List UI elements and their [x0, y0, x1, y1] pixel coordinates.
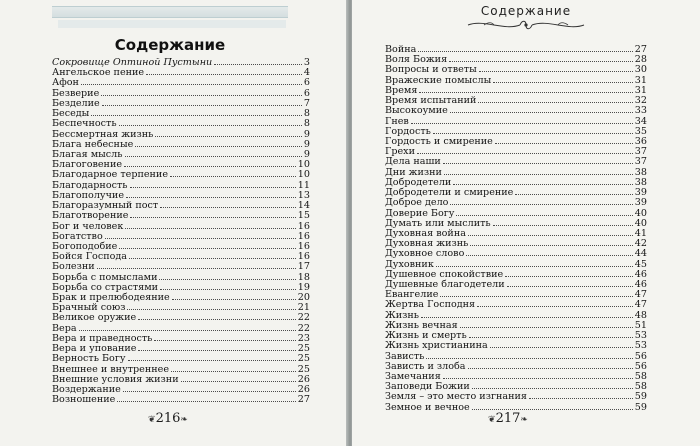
toc-entry-page: 37: [634, 146, 647, 158]
toc-dot-leader: [456, 208, 632, 216]
toc-entry-page: 16: [297, 220, 310, 232]
toc-entry-page: 53: [634, 330, 647, 342]
toc-entry: [385, 146, 647, 156]
left-toc-list: [52, 57, 310, 404]
toc-entry: [385, 269, 647, 279]
toc-entry-title: Добродетели и смирение: [385, 187, 514, 199]
toc-entry-title: Возношение: [52, 394, 116, 406]
toc-entry-title: Сокровище Оптиной Пустыни: [52, 57, 213, 68]
toc-entry: [385, 381, 647, 391]
toc-entry: [52, 261, 310, 271]
toc-entry-page: 36: [634, 135, 647, 147]
toc-entry-page: 39: [634, 187, 647, 199]
toc-dot-leader: [433, 126, 633, 134]
toc-entry: [385, 330, 647, 340]
toc-dot-leader: [128, 353, 296, 361]
toc-dot-leader: [160, 282, 296, 290]
toc-entry-title: Духовное слово: [385, 248, 465, 260]
toc-entry: [385, 310, 647, 320]
toc-entry-page: 25: [297, 343, 310, 355]
toc-entry-page: 22: [297, 322, 310, 334]
toc-entry-page: 18: [297, 271, 310, 283]
toc-entry-title: Вопросы и ответы: [385, 64, 477, 76]
toc-dot-leader: [450, 197, 632, 205]
toc-entry-page: 23: [297, 332, 310, 344]
toc-dot-leader: [529, 391, 633, 399]
toc-entry: [52, 384, 310, 394]
toc-entry-title: Благополучие: [52, 189, 124, 201]
toc-entry-title: Бойся Господа: [52, 251, 127, 263]
toc-entry-title: Замечания: [385, 371, 441, 382]
toc-entry-page: 26: [297, 384, 310, 395]
toc-dot-leader: [418, 44, 632, 52]
toc-entry: [52, 292, 310, 302]
toc-entry: [52, 57, 310, 67]
toc-dot-leader: [124, 159, 296, 167]
toc-entry-title: Благоговение: [52, 159, 123, 171]
toc-entry: [385, 116, 647, 126]
toc-entry-title: Доверие Богу: [385, 207, 455, 219]
toc-entry-title: Гнев: [385, 115, 409, 127]
toc-dot-leader: [102, 98, 302, 106]
toc-entry-title: Жизнь христианина: [385, 340, 488, 352]
toc-dot-leader: [129, 251, 296, 259]
toc-dot-leader: [419, 85, 632, 93]
toc-dot-leader: [495, 136, 633, 144]
toc-entry-page: 44: [634, 248, 647, 260]
toc-entry: [52, 67, 310, 77]
toc-entry-title: Вера и упование: [52, 343, 137, 355]
toc-entry-title: Душевные благодетели: [385, 279, 505, 291]
toc-entry-title: Беспечность: [52, 118, 117, 130]
toc-dot-leader: [443, 156, 633, 164]
toc-entry-page: 16: [297, 251, 310, 263]
toc-entry-page: 28: [634, 54, 647, 66]
toc-entry-page: 3: [303, 57, 310, 68]
toc-entry-page: 7: [303, 97, 310, 109]
toc-entry-page: 31: [634, 74, 647, 86]
toc-entry: [385, 126, 647, 136]
toc-entry-title: Зависть и злоба: [385, 360, 466, 372]
toc-entry: [52, 302, 310, 312]
toc-entry-page: 32: [634, 95, 647, 107]
toc-entry-page: 10: [297, 169, 310, 181]
toc-entry-title: Благая мысль: [52, 148, 123, 160]
toc-entry: [385, 85, 647, 95]
toc-entry: [385, 259, 647, 269]
toc-entry-title: Воля Божия: [385, 54, 448, 66]
toc-entry: [52, 353, 310, 363]
toc-entry: [52, 180, 310, 190]
toc-dot-leader: [181, 374, 296, 382]
toc-entry-title: Жизнь: [385, 309, 420, 321]
toc-dot-leader: [146, 67, 302, 75]
toc-dot-leader: [411, 116, 633, 124]
toc-dot-leader: [421, 310, 633, 318]
toc-entry: [52, 77, 310, 87]
toc-entry-title: Земное и вечное: [385, 401, 470, 413]
toc-entry-title: Богатство: [52, 230, 103, 242]
toc-entry-title: Думать или мыслить: [385, 217, 491, 229]
toc-entry: [385, 299, 647, 309]
toc-entry-page: 40: [634, 207, 647, 219]
toc-entry: [52, 98, 310, 108]
toc-dot-leader: [443, 371, 633, 379]
toc-entry-title: Заповеди Божии: [385, 381, 470, 393]
toc-entry: [52, 139, 310, 149]
toc-entry-title: Время испытаний: [385, 95, 477, 107]
toc-entry-page: 30: [634, 64, 647, 76]
toc-entry-title: Безделие: [52, 97, 100, 109]
toc-entry: [52, 210, 310, 220]
toc-entry-page: 35: [634, 125, 647, 137]
toc-dot-leader: [101, 88, 302, 96]
folio-ornament-right-icon: ❧: [520, 415, 528, 425]
toc-dot-leader: [460, 320, 633, 328]
toc-entry-page: 9: [303, 148, 310, 160]
toc-entry: [52, 88, 310, 98]
toc-entry: [385, 340, 647, 350]
toc-entry: [385, 218, 647, 228]
toc-entry: [52, 231, 310, 241]
toc-entry-title: Грехи: [385, 146, 415, 158]
running-head: Содержание: [480, 4, 572, 18]
toc-dot-leader: [170, 169, 296, 177]
toc-entry-page: 58: [634, 381, 647, 393]
toc-dot-leader: [155, 129, 302, 137]
toc-dot-leader: [81, 77, 302, 85]
toc-entry: [52, 394, 310, 404]
toc-entry-page: 4: [303, 67, 310, 79]
toc-entry-title: Внешние условия жизни: [52, 373, 179, 385]
toc-dot-leader: [507, 279, 633, 287]
toc-entry: [385, 54, 647, 64]
toc-entry-page: 9: [303, 138, 310, 150]
toc-entry-title: Внешнее и внутреннее: [52, 363, 169, 375]
toc-entry: [52, 272, 310, 282]
toc-entry-page: 31: [634, 84, 647, 96]
toc-entry-page: 42: [634, 238, 647, 250]
toc-entry: [52, 282, 310, 292]
toc-entry-title: Дни жизни: [385, 166, 442, 178]
toc-entry-title: Гордость: [385, 125, 431, 137]
toc-entry-page: 56: [634, 360, 647, 372]
page-title: Содержание: [114, 36, 226, 54]
toc-entry-title: Дела наши: [385, 156, 441, 168]
toc-entry-title: Духовная война: [385, 227, 466, 239]
toc-entry: [385, 371, 647, 381]
toc-dot-leader: [105, 231, 296, 239]
toc-entry-title: Ангельское пение: [52, 67, 145, 79]
toc-entry: [385, 75, 647, 85]
toc-entry-title: Болезни: [52, 261, 95, 273]
toc-entry-title: Гордость и смирение: [385, 135, 493, 147]
toc-dot-leader: [127, 302, 295, 310]
toc-entry-page: 53: [634, 340, 647, 352]
toc-entry: [52, 108, 310, 118]
toc-entry: [52, 190, 310, 200]
toc-entry-page: 51: [634, 319, 647, 331]
toc-dot-leader: [214, 57, 302, 65]
toc-entry: [385, 64, 647, 74]
toc-dot-leader: [159, 272, 295, 280]
left-page: [0, 0, 348, 446]
toc-entry-page: 14: [297, 200, 310, 212]
toc-entry-page: 25: [297, 363, 310, 375]
toc-entry-title: Бог и человек: [52, 220, 124, 232]
toc-entry: [52, 149, 310, 159]
header-ornament-icon: [464, 18, 588, 32]
toc-entry: [385, 167, 647, 177]
toc-dot-leader: [426, 351, 632, 359]
toc-dot-leader: [505, 269, 633, 277]
toc-entry-title: Вера и праведность: [52, 332, 153, 344]
toc-entry: [385, 351, 647, 361]
toc-entry: [385, 289, 647, 299]
toc-entry: [385, 361, 647, 371]
toc-entry: [385, 95, 647, 105]
toc-entry-page: 39: [634, 197, 647, 209]
folio-number: 216: [155, 411, 181, 426]
toc-entry-page: 10: [297, 159, 310, 171]
toc-entry-page: 58: [634, 371, 647, 382]
toc-dot-leader: [138, 343, 295, 351]
folio-ornament-left-icon: ❦: [488, 415, 496, 425]
toc-dot-leader: [130, 210, 295, 218]
toc-entry-title: Борьба со страстями: [52, 281, 159, 293]
toc-entry: [52, 364, 310, 374]
toc-entry-title: Брак и прелюбодеяние: [52, 292, 170, 304]
toc-entry-title: Беседы: [52, 108, 90, 120]
toc-entry-page: 34: [634, 115, 647, 127]
toc-entry-page: 38: [634, 166, 647, 178]
toc-dot-leader: [469, 330, 633, 338]
toc-dot-leader: [440, 289, 632, 297]
toc-entry-title: Благотворение: [52, 210, 129, 222]
toc-entry: [52, 251, 310, 261]
toc-entry: [52, 169, 310, 179]
toc-dot-leader: [117, 394, 295, 402]
toc-dot-leader: [468, 361, 633, 369]
toc-dot-leader: [478, 95, 632, 103]
toc-entry-page: 56: [634, 350, 647, 362]
toc-dot-leader: [472, 402, 633, 410]
toc-entry-page: 37: [634, 156, 647, 168]
toc-entry-title: Безверие: [52, 87, 100, 99]
right-page: [352, 0, 700, 446]
toc-entry: [385, 279, 647, 289]
toc-entry: [52, 200, 310, 210]
toc-entry-title: Бессмертная жизнь: [52, 128, 154, 140]
toc-dot-leader: [171, 364, 296, 372]
toc-entry: [52, 221, 310, 231]
toc-dot-leader: [154, 333, 295, 341]
toc-entry-page: 9: [303, 128, 310, 140]
toc-entry-title: Жертва Господня: [385, 299, 476, 311]
toc-dot-leader: [97, 261, 296, 269]
toc-dot-leader: [493, 75, 633, 83]
toc-entry-page: 22: [297, 312, 310, 324]
toc-entry-title: Доброе дело: [385, 197, 449, 209]
toc-dot-leader: [515, 187, 632, 195]
page-number-right: [448, 411, 568, 426]
toc-entry: [52, 323, 310, 333]
toc-entry-page: 13: [297, 189, 310, 201]
toc-entry-page: 26: [297, 373, 310, 385]
toc-dot-leader: [138, 312, 296, 320]
folio-ornament-left-icon: ❦: [148, 415, 156, 425]
toc-entry-page: 16: [297, 240, 310, 252]
toc-entry-title: Время: [385, 84, 418, 96]
folio-ornament-right-icon: ❧: [180, 415, 188, 425]
toc-dot-leader: [470, 238, 632, 246]
toc-entry-page: 11: [297, 179, 310, 191]
toc-entry: [385, 177, 647, 187]
toc-entry-title: Жизнь и смерть: [385, 330, 467, 342]
toc-entry-page: 8: [303, 108, 310, 120]
toc-entry: [385, 187, 647, 197]
toc-entry-page: 38: [634, 176, 647, 188]
toc-dot-leader: [119, 118, 302, 126]
toc-entry-page: 48: [634, 309, 647, 321]
toc-entry-page: 46: [634, 279, 647, 291]
toc-dot-leader: [172, 292, 296, 300]
toc-entry: [52, 241, 310, 251]
toc-entry: [385, 105, 647, 115]
toc-dot-leader: [466, 248, 632, 256]
toc-entry: [385, 136, 647, 146]
toc-entry-page: 45: [634, 258, 647, 270]
toc-dot-leader: [450, 105, 633, 113]
right-toc-list: [385, 44, 647, 412]
toc-dot-leader: [477, 299, 633, 307]
toc-entry: [385, 248, 647, 258]
toc-entry: [385, 228, 647, 238]
toc-entry-title: Земля – это место изгнания: [385, 391, 527, 403]
toc-entry-page: 6: [303, 87, 310, 99]
toc-entry-page: 17: [297, 261, 310, 273]
toc-entry-title: Брачный союз: [52, 302, 126, 314]
toc-entry: [52, 374, 310, 384]
toc-entry: [52, 129, 310, 139]
toc-entry-page: 20: [297, 292, 310, 304]
faded-header-band: [52, 6, 288, 18]
toc-entry: [385, 238, 647, 248]
toc-entry-title: Зависть: [385, 350, 425, 362]
toc-entry: [52, 159, 310, 169]
toc-dot-leader: [417, 146, 633, 154]
toc-dot-leader: [449, 54, 633, 62]
toc-entry-title: Благодарное терпение: [52, 169, 168, 181]
toc-dot-leader: [444, 167, 633, 175]
toc-dot-leader: [493, 218, 633, 226]
toc-entry-title: Духовник: [385, 258, 434, 270]
toc-dot-leader: [123, 384, 296, 392]
toc-entry-page: 8: [303, 118, 310, 130]
toc-entry-page: 59: [634, 401, 647, 413]
toc-entry-title: Благодарность: [52, 179, 128, 191]
toc-entry-page: 27: [634, 44, 647, 55]
toc-dot-leader: [472, 381, 633, 389]
toc-dot-leader: [119, 241, 295, 249]
toc-dot-leader: [135, 139, 302, 147]
page-number-left: [108, 411, 228, 426]
toc-entry-title: Вражеские помыслы: [385, 74, 492, 86]
toc-entry-page: 47: [634, 289, 647, 301]
toc-entry: [52, 333, 310, 343]
toc-entry-title: Жизнь вечная: [385, 319, 458, 331]
toc-entry: [385, 320, 647, 330]
faded-header-band-secondary: [58, 20, 286, 28]
toc-entry-title: Высокоумие: [385, 105, 448, 117]
toc-dot-leader: [125, 149, 302, 157]
toc-entry: [385, 156, 647, 166]
folio-number: 217: [495, 411, 521, 426]
toc-entry-page: 27: [297, 394, 310, 406]
toc-entry-title: Воздержание: [52, 384, 121, 395]
toc-entry-title: Душевное спокойствие: [385, 268, 504, 280]
toc-entry-title: Блага небесные: [52, 138, 134, 150]
toc-entry-title: Благоразумный пост: [52, 200, 159, 212]
toc-dot-leader: [125, 221, 295, 229]
toc-entry-title: Борьба с помыслами: [52, 271, 158, 283]
toc-entry: [385, 197, 647, 207]
toc-entry-page: 41: [634, 227, 647, 239]
toc-entry-page: 40: [634, 217, 647, 229]
toc-entry-title: Добродетели: [385, 176, 452, 188]
toc-dot-leader: [91, 108, 302, 116]
toc-entry-page: 15: [297, 210, 310, 222]
toc-entry-title: Богоподобие: [52, 240, 118, 252]
toc-dot-leader: [126, 190, 296, 198]
toc-entry-page: 6: [303, 77, 310, 89]
toc-dot-leader: [490, 340, 633, 348]
toc-entry: [385, 44, 647, 54]
toc-entry-title: Верность Богу: [52, 353, 126, 365]
toc-entry-title: Духовная жизнь: [385, 238, 469, 250]
toc-entry-page: 21: [297, 302, 310, 314]
toc-entry: [52, 343, 310, 353]
toc-dot-leader: [468, 228, 633, 236]
toc-entry-title: Вера: [52, 322, 77, 334]
toc-dot-leader: [453, 177, 632, 185]
toc-entry-title: Евангелие: [385, 289, 439, 301]
toc-dot-leader: [79, 323, 296, 331]
toc-dot-leader: [479, 64, 633, 72]
toc-entry-title: Афон: [52, 77, 79, 89]
toc-dot-leader: [160, 200, 296, 208]
toc-entry-title: Великое оружие: [52, 312, 137, 324]
toc-entry-page: 25: [297, 353, 310, 365]
toc-entry: [385, 391, 647, 401]
toc-entry-page: 59: [634, 391, 647, 403]
toc-entry: [385, 208, 647, 218]
toc-entry: [52, 312, 310, 322]
toc-entry-title: Война: [385, 44, 417, 55]
toc-entry-page: 33: [634, 105, 647, 117]
toc-dot-leader: [130, 180, 296, 188]
toc-dot-leader: [436, 259, 633, 267]
toc-entry-page: 47: [634, 299, 647, 311]
toc-entry-page: 16: [297, 230, 310, 242]
toc-entry: [52, 118, 310, 128]
toc-entry-page: 46: [634, 268, 647, 280]
toc-entry-page: 19: [297, 281, 310, 293]
